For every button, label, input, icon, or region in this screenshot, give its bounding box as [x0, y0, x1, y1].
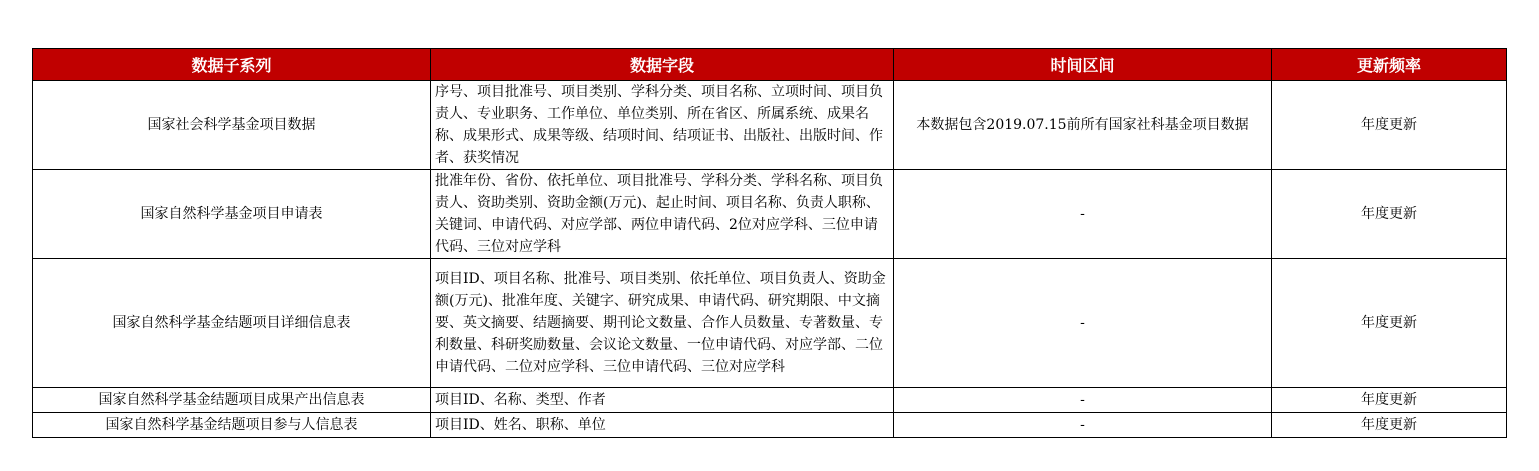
cell-frequency: 年度更新	[1272, 81, 1507, 170]
table-row	[33, 413, 1507, 438]
header-frequency: 更新频率	[1272, 49, 1507, 81]
table-row	[33, 170, 1507, 259]
header-period: 时间区间	[894, 49, 1272, 81]
cell-series: 国家自然科学基金项目申请表	[33, 170, 431, 259]
cell-fields: 项目ID、名称、类型、作者	[431, 388, 894, 413]
cell-fields: 项目ID、姓名、职称、单位	[431, 413, 894, 438]
cell-period: -	[894, 413, 1272, 438]
cell-frequency: 年度更新	[1272, 259, 1507, 388]
header-series: 数据子系列	[33, 49, 431, 81]
cell-period: -	[894, 170, 1272, 259]
table-row	[33, 259, 1507, 388]
table-row	[33, 81, 1507, 170]
header-fields: 数据字段	[431, 49, 894, 81]
cell-series: 国家自然科学基金结题项目详细信息表	[33, 259, 431, 388]
cell-fields: 序号、项目批准号、项目类别、学科分类、项目名称、立项时间、项目负责人、专业职务、工作单位、单位类别、所在省区、所属系统、成果名称、成果形式、成果等级、结项时间、结项证书、出版社、出版时间、作者、获奖情况	[431, 81, 894, 170]
data-series-table	[32, 48, 1507, 438]
table-header-row	[33, 49, 1507, 81]
data-table-container	[32, 48, 1507, 438]
cell-period: -	[894, 388, 1272, 413]
cell-frequency: 年度更新	[1272, 413, 1507, 438]
cell-frequency: 年度更新	[1272, 388, 1507, 413]
cell-period: 本数据包含2019.07.15前所有国家社科基金项目数据	[894, 81, 1272, 170]
cell-fields: 批准年份、省份、依托单位、项目批准号、学科分类、学科名称、项目负责人、资助类别、资助金额(万元)、起止时间、项目名称、负责人职称、关键词、申请代码、对应学部、两位申请代码、2位对应学科、三位申请代码、三位对应学科	[431, 170, 894, 259]
cell-series: 国家社会科学基金项目数据	[33, 81, 431, 170]
table-row	[33, 388, 1507, 413]
cell-frequency: 年度更新	[1272, 170, 1507, 259]
cell-period: -	[894, 259, 1272, 388]
cell-series: 国家自然科学基金结题项目参与人信息表	[33, 413, 431, 438]
cell-series: 国家自然科学基金结题项目成果产出信息表	[33, 388, 431, 413]
cell-fields: 项目ID、项目名称、批准号、项目类别、依托单位、项目负责人、资助金额(万元)、批准年度、关键字、研究成果、申请代码、研究期限、中文摘要、英文摘要、结题摘要、期刊论文数量、合作人员数量、专著数量、专利数量、科研奖励数量、会议论文数量、一位申请代码、对应学部、二位申请代码、二位对应学科、三位申请代码、三位对应学科	[431, 259, 894, 388]
